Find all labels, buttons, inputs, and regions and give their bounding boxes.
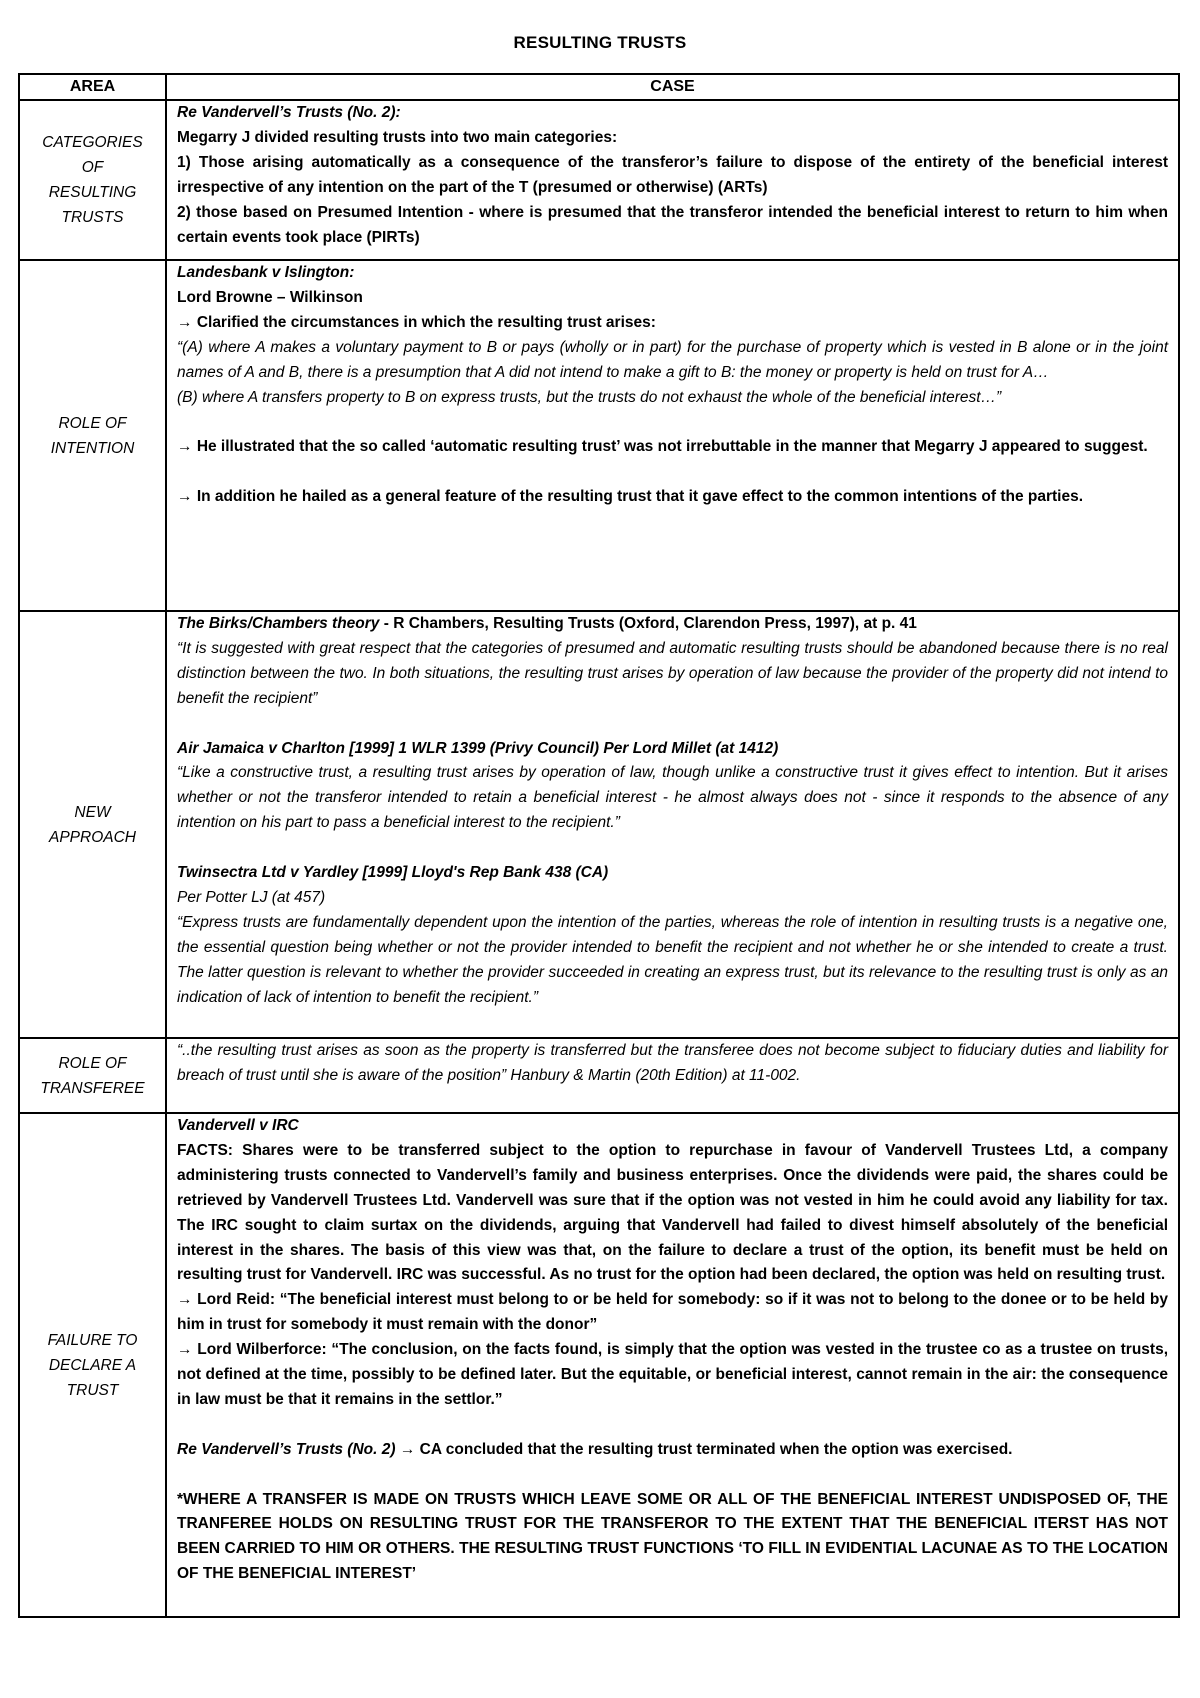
case-name: Re Vandervell’s Trusts (No. 2): bbox=[177, 104, 401, 121]
resulting-trusts-table bbox=[18, 73, 1180, 1618]
twinsectra-case: Twinsectra Ltd v Yardley [1999] Lloyd's Rep Bank 438 (CA) bbox=[177, 864, 609, 882]
area-cell-failure bbox=[19, 1113, 166, 1617]
categories-point-1: 1) Those arising automatically as a consequence of the transferor’s failure to dispose of the entirety of the beneficial interest irrespective of any intention on the part of the T (presumed or otherwise) (ARTs) bbox=[177, 153, 1168, 196]
case-column-header: CASE bbox=[166, 74, 1179, 100]
quote-a: “(A) where A makes a voluntary payment to B or pays (wholly or in part) for the purchase of property which is vested in B alone or in the joint names of A and B, there is a presumption that A did not intend to make a gift to B: the money or property is held on trust for A… bbox=[177, 338, 1168, 381]
theory-heading bbox=[177, 612, 1168, 637]
table-row-transferee bbox=[19, 1038, 1179, 1113]
case-name: Landesbank v Islington: bbox=[177, 264, 355, 281]
arrow-icon: → bbox=[177, 488, 193, 506]
page-title: RESULTING TRUSTS bbox=[513, 33, 687, 52]
arrow-icon: → bbox=[177, 1291, 193, 1309]
lord-wilberforce-point bbox=[177, 1338, 1168, 1413]
arrow-icon: → bbox=[177, 313, 193, 331]
facts-text: FACTS: Shares were to be transferred subject to the option to repurchase in favour of Vandervell Trustees Ltd, a company administering trusts connected to Vandervell’s family and business enterprises. Once the dividends were paid, the shares could be retrieved by Vandervell Trustees Ltd. Vandervell was sure that if the option was not vested in him he could avoid any liability for tax. The IRC sought to claim surtax on the dividends, arguing that Vandervell had failed to divest himself absolutely of the beneficial interest in the shares. The basis of this view was that, on the failure to declare a trust of the option, its benefit must be held on resulting trust for Vandervell. IRC was successful. As no trust for the option had been declared, the option was held on resulting trust. bbox=[177, 1141, 1168, 1284]
arrow-icon: → bbox=[399, 1440, 416, 1458]
summary-text: *WHERE A TRANSFER IS MADE ON TRUSTS WHICH LEAVE SOME OR ALL OF THE BENEFICIAL INTEREST UNDISPOSED OF, THE TRANFEREE HOLDS ON RESULTING TRUST FOR THE TRANSFEROR TO THE EXTENT THAT THE BENEFICIAL ITERST HAS NOT BEEN CARRIED TO HIM OR OTHERS. THE RESULTING TRUST FUNCTIONS ‘TO FILL IN EVIDENTIAL LACUNAE AS TO THE LOCATION OF THE BENEFICIAL INTEREST’ bbox=[177, 1490, 1168, 1583]
table-row-failure bbox=[19, 1113, 1179, 1617]
addition-point bbox=[177, 485, 1168, 510]
air-jamaica-case: Air Jamaica v Charlton [1999] 1 WLR 1399 (Privy Council) Per Lord Millet (at 1412) bbox=[177, 739, 779, 757]
transferee-quote: “..the resulting trust arises as soon as the property is transferred but the transferee does not become subject to fiduciary duties and liability for breach of trust until she is aware of the position” Hanbury & Martin (20th Edition) at 11-002. bbox=[177, 1042, 1168, 1084]
case-cell-categories bbox=[166, 100, 1179, 260]
case-name: Vandervell v IRC bbox=[177, 1117, 299, 1134]
twinsectra-quote: “Express trusts are fundamentally dependent upon the intention of the parties, whereas the role of intention in resulting trusts is a negative one, the essential question being whether or not the provider intended to benefit the recipient and not whether he or she intended to create a trust. The latter question is relevant to whether the provider succeeded in creating an express trust, but its relevance to the resulting trust is only as an indication of lack of intention to benefit the recipient.” bbox=[177, 913, 1168, 1006]
case-cell-transferee bbox=[166, 1038, 1179, 1113]
lord-reid-text: Lord Reid: “The beneficial interest must belong to or be held for somebody: so if it was not to belong to the donee or to be held by him in trust for somebody it must remain with the donor” bbox=[177, 1291, 1168, 1334]
twinsectra-judge: Per Potter LJ (at 457) bbox=[177, 888, 326, 906]
arrow-icon: → bbox=[177, 1341, 193, 1359]
ca-text: CA concluded that the resulting trust terminated when the option was exercised. bbox=[419, 1440, 1013, 1458]
addition-text: In addition he hailed as a general feature of the resulting trust that it gave effect to the common intentions of the parties. bbox=[196, 488, 1084, 506]
arrow-icon: → bbox=[177, 438, 193, 456]
table-row-categories bbox=[19, 100, 1179, 260]
clarified-point bbox=[177, 311, 1168, 336]
illustrated-text: He illustrated that the so called ‘automatic resulting trust’ was not irrebuttable in the manner that Megarry J appeared to suggest. bbox=[196, 438, 1148, 456]
area-column-header: AREA bbox=[19, 74, 166, 100]
area-cell-categories bbox=[19, 100, 166, 260]
area-label: FAILURE TO DECLARE A TRUST bbox=[47, 1331, 138, 1399]
area-cell-intention bbox=[19, 260, 166, 611]
illustrated-point bbox=[177, 435, 1168, 460]
theory-source: - R Chambers, Resulting Trusts (Oxford, Clarendon Press, 1997), at p. 41 bbox=[379, 615, 917, 632]
lord-wilberforce-text: Lord Wilberforce: “The conclusion, on the facts found, is simply that the option was vested in the trustee co as a trustee on trusts, not defined at the time, possibly to be defined later. But the equitable, or beneficial interest, cannot remain in the air: the consequence in law must be that it remains in the settlor.” bbox=[177, 1341, 1168, 1408]
case-cell-intention bbox=[166, 260, 1179, 611]
area-label: CATEGORIES OF RESULTING TRUSTS bbox=[42, 134, 143, 226]
theory-quote: “It is suggested with great respect that the categories of presumed and automatic resulting trusts should be abandoned because there is no real distinction between the two. In both situations, the resulting trust arises by operation of law because the provider of the property did not intend to benefit the recipient” bbox=[177, 639, 1168, 707]
area-label: ROLE OF INTENTION bbox=[50, 414, 135, 457]
lord-reid-point bbox=[177, 1288, 1168, 1338]
area-cell-transferee bbox=[19, 1038, 166, 1113]
case-cell-failure bbox=[166, 1113, 1179, 1617]
table-header-row bbox=[19, 74, 1179, 100]
ca-case-name: Re Vandervell’s Trusts (No. 2) bbox=[177, 1440, 396, 1458]
categories-point-2: 2) those based on Presumed Intention - where is presumed that the transferor intended the beneficial interest to return to him when certain events took place (PIRTs) bbox=[177, 203, 1168, 246]
area-label: ROLE OF TRANSFEREE bbox=[40, 1054, 145, 1097]
case-cell-new-approach bbox=[166, 611, 1179, 1038]
table-row-intention bbox=[19, 260, 1179, 611]
categories-intro: Megarry J divided resulting trusts into two main categories: bbox=[177, 128, 618, 146]
area-cell-new-approach bbox=[19, 611, 166, 1038]
area-label: NEW APPROACH bbox=[49, 803, 136, 846]
air-jamaica-quote: “Like a constructive trust, a resulting trust arises by operation of law, though unlike a constructive trust it gives effect to intention. But it arises whether or not the transferor intended to retain a beneficial interest - he almost always does not - since it responds to the absence of any intention on his part to pass a beneficial interest to the recipient.” bbox=[177, 764, 1168, 832]
ca-point bbox=[177, 1438, 1168, 1463]
clarified-text: Clarified the circumstances in which the resulting trust arises: bbox=[196, 313, 656, 331]
quote-b: (B) where A transfers property to B on express trusts, but the trusts do not exhaust the whole of the beneficial interest…” bbox=[177, 388, 1002, 406]
theory-name: The Birks/Chambers theory bbox=[177, 615, 380, 632]
judge-name: Lord Browne – Wilkinson bbox=[177, 288, 363, 306]
table-row-new-approach bbox=[19, 611, 1179, 1038]
